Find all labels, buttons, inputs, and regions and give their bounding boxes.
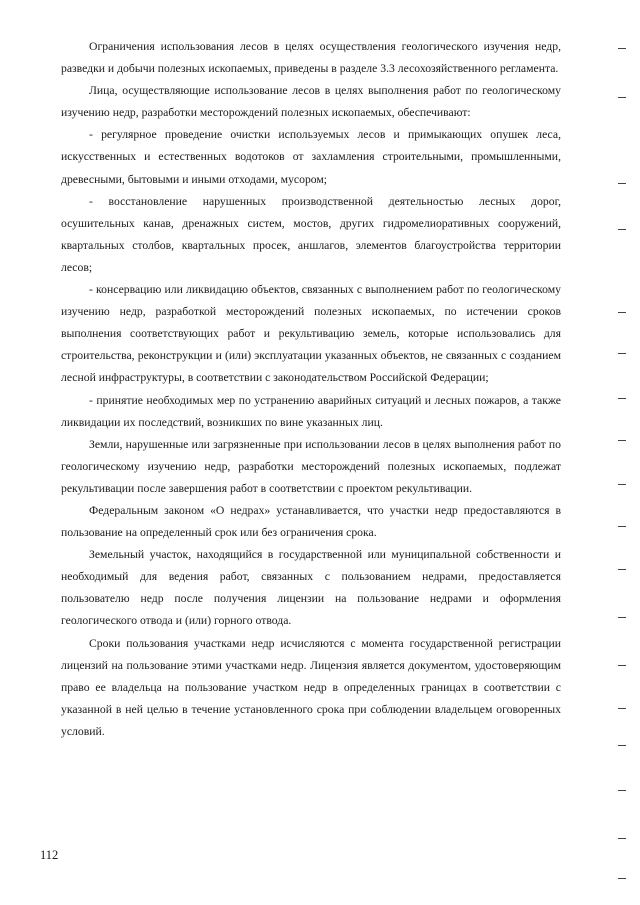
- edge-mark: [618, 48, 626, 49]
- edge-mark: [618, 353, 626, 354]
- paragraph: Лица, осуществляющие использование лесов в целях выполнения работ по геологическому изучению недр, разработки месторождений полезных ископаемых, обеспечивают:: [61, 84, 561, 120]
- edge-mark: [618, 398, 626, 399]
- list-item: - консервацию или ликвидацию объектов, связанных с выполнением работ по геологическому изучению недр, разработкой месторождений полезных ископаемых, по истечении сроков выполнения соответствующих работ и рекультивацию земель, которые использовались для строительства, реконструкции и (или) эксплуатации указанных объектов, не связанных с созданием лесной инфраструктуры, в соответствии с законодательством Российской Федерации;: [61, 283, 561, 385]
- paragraph: Земли, нарушенные или загрязненные при использовании лесов в целях выполнения работ по геологическому изучению недр, разработки месторождений полезных ископаемых, подлежат рекультивации после завершения работ в соответствии с проектом рекультивации.: [61, 437, 561, 495]
- paragraph: Сроки пользования участками недр исчисляются с момента государственной регистрации лицензий на пользование этими участками недр. Лицензия является документом, удостоверяющим право ее владельца на пользование участком недр в определенных границах в соответствии с указанной в ней целью в течение установленного срока при соблюдении владельцем оговоренных условий.: [61, 636, 561, 738]
- paragraph: Ограничения использования лесов в целях осуществления геологического изучения недр, разведки и добычи полезных ископаемых, приведены в разделе 3.3 лесохозяйственного регламента.: [61, 40, 561, 76]
- edge-mark: [618, 183, 626, 184]
- edge-mark: [618, 790, 626, 791]
- edge-mark: [618, 526, 626, 527]
- edge-mark: [618, 569, 626, 570]
- paragraph: Земельный участок, находящийся в государственной или муниципальной собственности и необходимый для ведения работ, связанных с пользованием недрами, предоставляется пользователю недр после получения лицензии на пользование недрами и оформления геологического отвода и (или) горного отвода.: [61, 548, 561, 628]
- edge-mark: [618, 838, 626, 839]
- edge-mark: [618, 484, 626, 485]
- edge-mark: [618, 708, 626, 709]
- edge-mark: [618, 229, 626, 230]
- edge-mark: [618, 312, 626, 313]
- document-body: [61, 36, 561, 743]
- list-item: - принятие необходимых мер по устранению аварийных ситуаций и лесных пожаров, а также ликвидации их последствий, возникших по вине указанных лиц.: [61, 393, 561, 429]
- edge-mark: [618, 745, 626, 746]
- scan-edge-marks: [610, 0, 640, 905]
- page-number: 112: [40, 848, 59, 862]
- list-item: - восстановление нарушенных производственной деятельностью лесных дорог, осушительных канав, дренажных систем, мостов, других гидромелиоративных сооружений, квартальных столбов, квартальных просек, аншлагов, элементов благоустройства территории лесов;: [61, 194, 561, 274]
- edge-mark: [618, 617, 626, 618]
- paragraph: Федеральным законом «О недрах» устанавливается, что участки недр предоставляются в пользование на определенный срок или без ограничения срока.: [61, 503, 561, 540]
- edge-mark: [618, 878, 626, 879]
- list-item: - регулярное проведение очистки используемых лесов и примыкающих опушек леса, искусственных и естественных водотоков от захламления строительными, промышленными, древесными, бытовыми и иными отходами, мусором;: [61, 128, 561, 186]
- edge-mark: [618, 440, 626, 441]
- edge-mark: [618, 665, 626, 666]
- edge-mark: [618, 97, 626, 98]
